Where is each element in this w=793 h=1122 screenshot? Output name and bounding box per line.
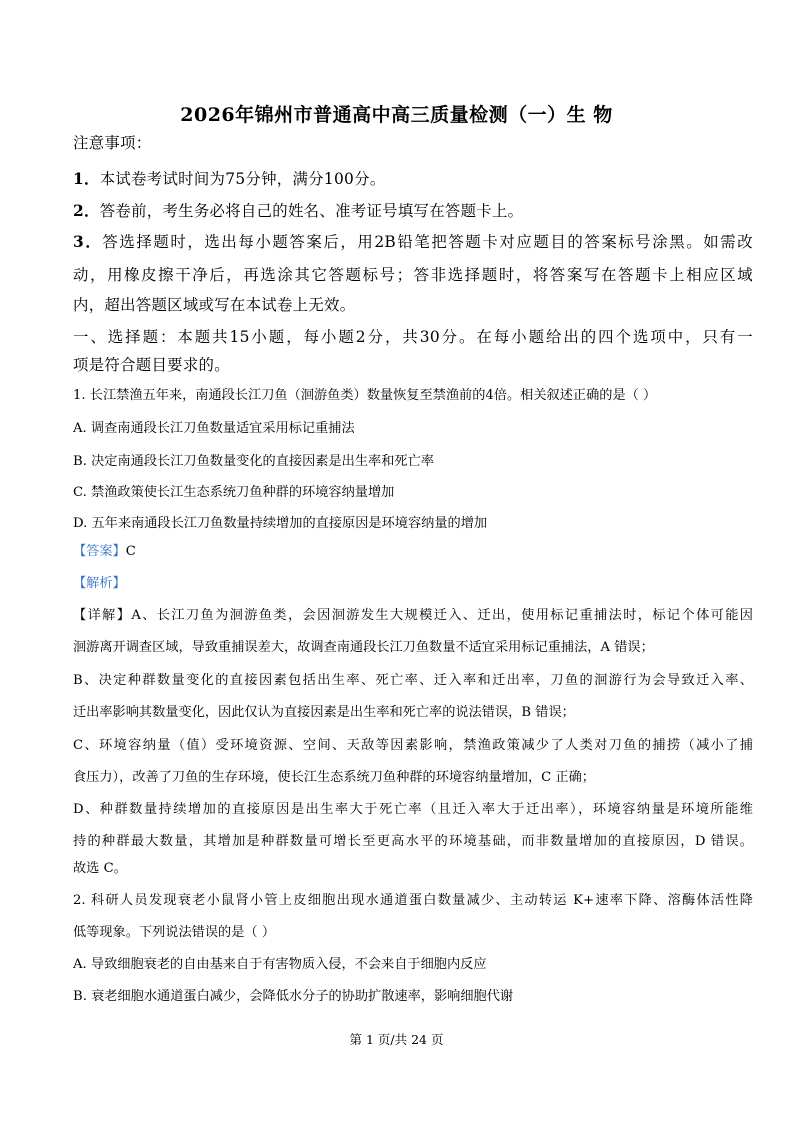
notice-item-3-line-2: 动，用橡皮擦干净后，再选涂其它答题标号；答非选择题时，将答案写在答题卡上相应区域 — [73, 266, 753, 284]
section-1-heading-line-1: 一、选择题：本题共15小题，每小题2分，共30分。在每小题给出的四个选项中，只有一 — [73, 328, 753, 346]
notice-item-3-num: 3． — [73, 233, 103, 251]
notice-item-2-num: 2． — [73, 202, 100, 220]
q1-analysis-label: 【解析】 — [73, 576, 126, 591]
notice-item-2 — [73, 201, 753, 221]
q2-stem-line-2: 低等现象。下列说法错误的是（ ） — [73, 925, 276, 940]
q1-detail-label: 【详解】 — [73, 608, 132, 623]
q1-detail-line-3: B、决定种群数量变化的直接因素包括出生率、死亡率、迁入率和迁出率，刀鱼的洄游行为会导致迁入率、 — [73, 673, 753, 688]
q1-option-c: C. 禁渔政策使长江生态系统刀鱼种群的环境容纳量增加 — [73, 485, 395, 500]
notice-item-2-text: 答卷前，考生务必将自己的姓名、准考证号填写在答题卡上。 — [99, 202, 524, 220]
q1-option-b: B. 决定南通段长江刀鱼数量变化的直接因素是出生率和死亡率 — [73, 454, 434, 469]
q1-detail-line-8: 持的种群最大数量，其增加是种群数量可增长至更高水平的环境基础，而非数量增加的直接原因，D 错误。 — [73, 834, 753, 849]
q1-detail-line-1 — [73, 606, 753, 626]
q1-stem: 1. 长江禁渔五年来，南通段长江刀鱼（洄游鱼类）数量恢复至禁渔前的4倍。相关叙述正确的是（ ） — [73, 388, 657, 403]
notice-item-1-num: 1． — [73, 170, 100, 188]
q1-detail-line-2: 洄游离开调查区域，导致重捕误差大，故调查南通段长江刀鱼数量不适宜采用标记重捕法，A 错误； — [73, 640, 654, 655]
q2-option-b: B. 衰老细胞水通道蛋白减少，会降低水分子的协助扩散速率，影响细胞代谢 — [73, 989, 514, 1004]
q1-option-a: A. 调查南通段长江刀鱼数量适宜采用标记重捕法 — [73, 421, 355, 436]
q1-option-d: D. 五年来南通段长江刀鱼数量持续增加的直接原因是环境容纳量的增加 — [73, 516, 488, 531]
q1-answer — [73, 542, 753, 562]
notice-item-1-text: 本试卷考试时间为75分钟，满分100分。 — [99, 170, 386, 188]
q1-detail-line-4: 迁出率影响其数量变化，因此仅认为直接因素是出生率和死亡率的说法错误，B 错误； — [73, 705, 575, 720]
notice-item-1 — [73, 169, 753, 189]
q1-detail-text-1: A、长江刀鱼为洄游鱼类，会因洄游发生大规模迁入、迁出，使用标记重捕法时，标记个体可能因 — [131, 608, 753, 623]
q1-answer-label: 【答案】 — [73, 544, 126, 559]
q2-option-a: A. 导致细胞衰老的自由基来自于有害物质入侵，不会来自于细胞内反应 — [73, 957, 487, 972]
q1-detail-line-6: 食压力），改善了刀鱼的生存环境，使长江生态系统刀鱼种群的环境容纳量增加，C 正确； — [73, 770, 595, 785]
page-footer: 第 1 页/共 24 页 — [349, 1032, 444, 1047]
q1-detail-conclusion: 故选 C。 — [73, 861, 127, 876]
page-title: 2026年锦州市普通高中高三质量检测（一）生 物 — [180, 104, 613, 126]
q2-stem-line-1: 2. 科研人员发现衰老小鼠肾小管上皮细胞出现水通道蛋白数量减少、主动转运 K+速率下降、溶酶体活性降 — [73, 893, 753, 908]
notice-heading: 注意事项： — [73, 134, 152, 152]
notice-item-3-text: 答选择题时，选出每小题答案后，用2B铅笔把答题卡对应题目的答案标号涂黑。如需改 — [102, 233, 753, 251]
q1-detail-line-7: D、种群数量持续增加的直接原因是出生率大于死亡率（且迁入率大于迁出率），环境容纳量是环境所能维 — [73, 802, 753, 817]
q1-answer-value: C — [125, 544, 136, 559]
section-1-heading-line-2: 项是符合题目要求的。 — [73, 356, 230, 374]
q1-detail-line-5: C、环境容纳量（值）受环境资源、空间、天敌等因素影响，禁渔政策减少了人类对刀鱼的捕捞（减小了捕 — [73, 738, 753, 753]
notice-item-3-line-3: 内，超出答题区域或写在本试卷上无效。 — [73, 296, 356, 314]
notice-item-3-line-1 — [73, 232, 753, 252]
